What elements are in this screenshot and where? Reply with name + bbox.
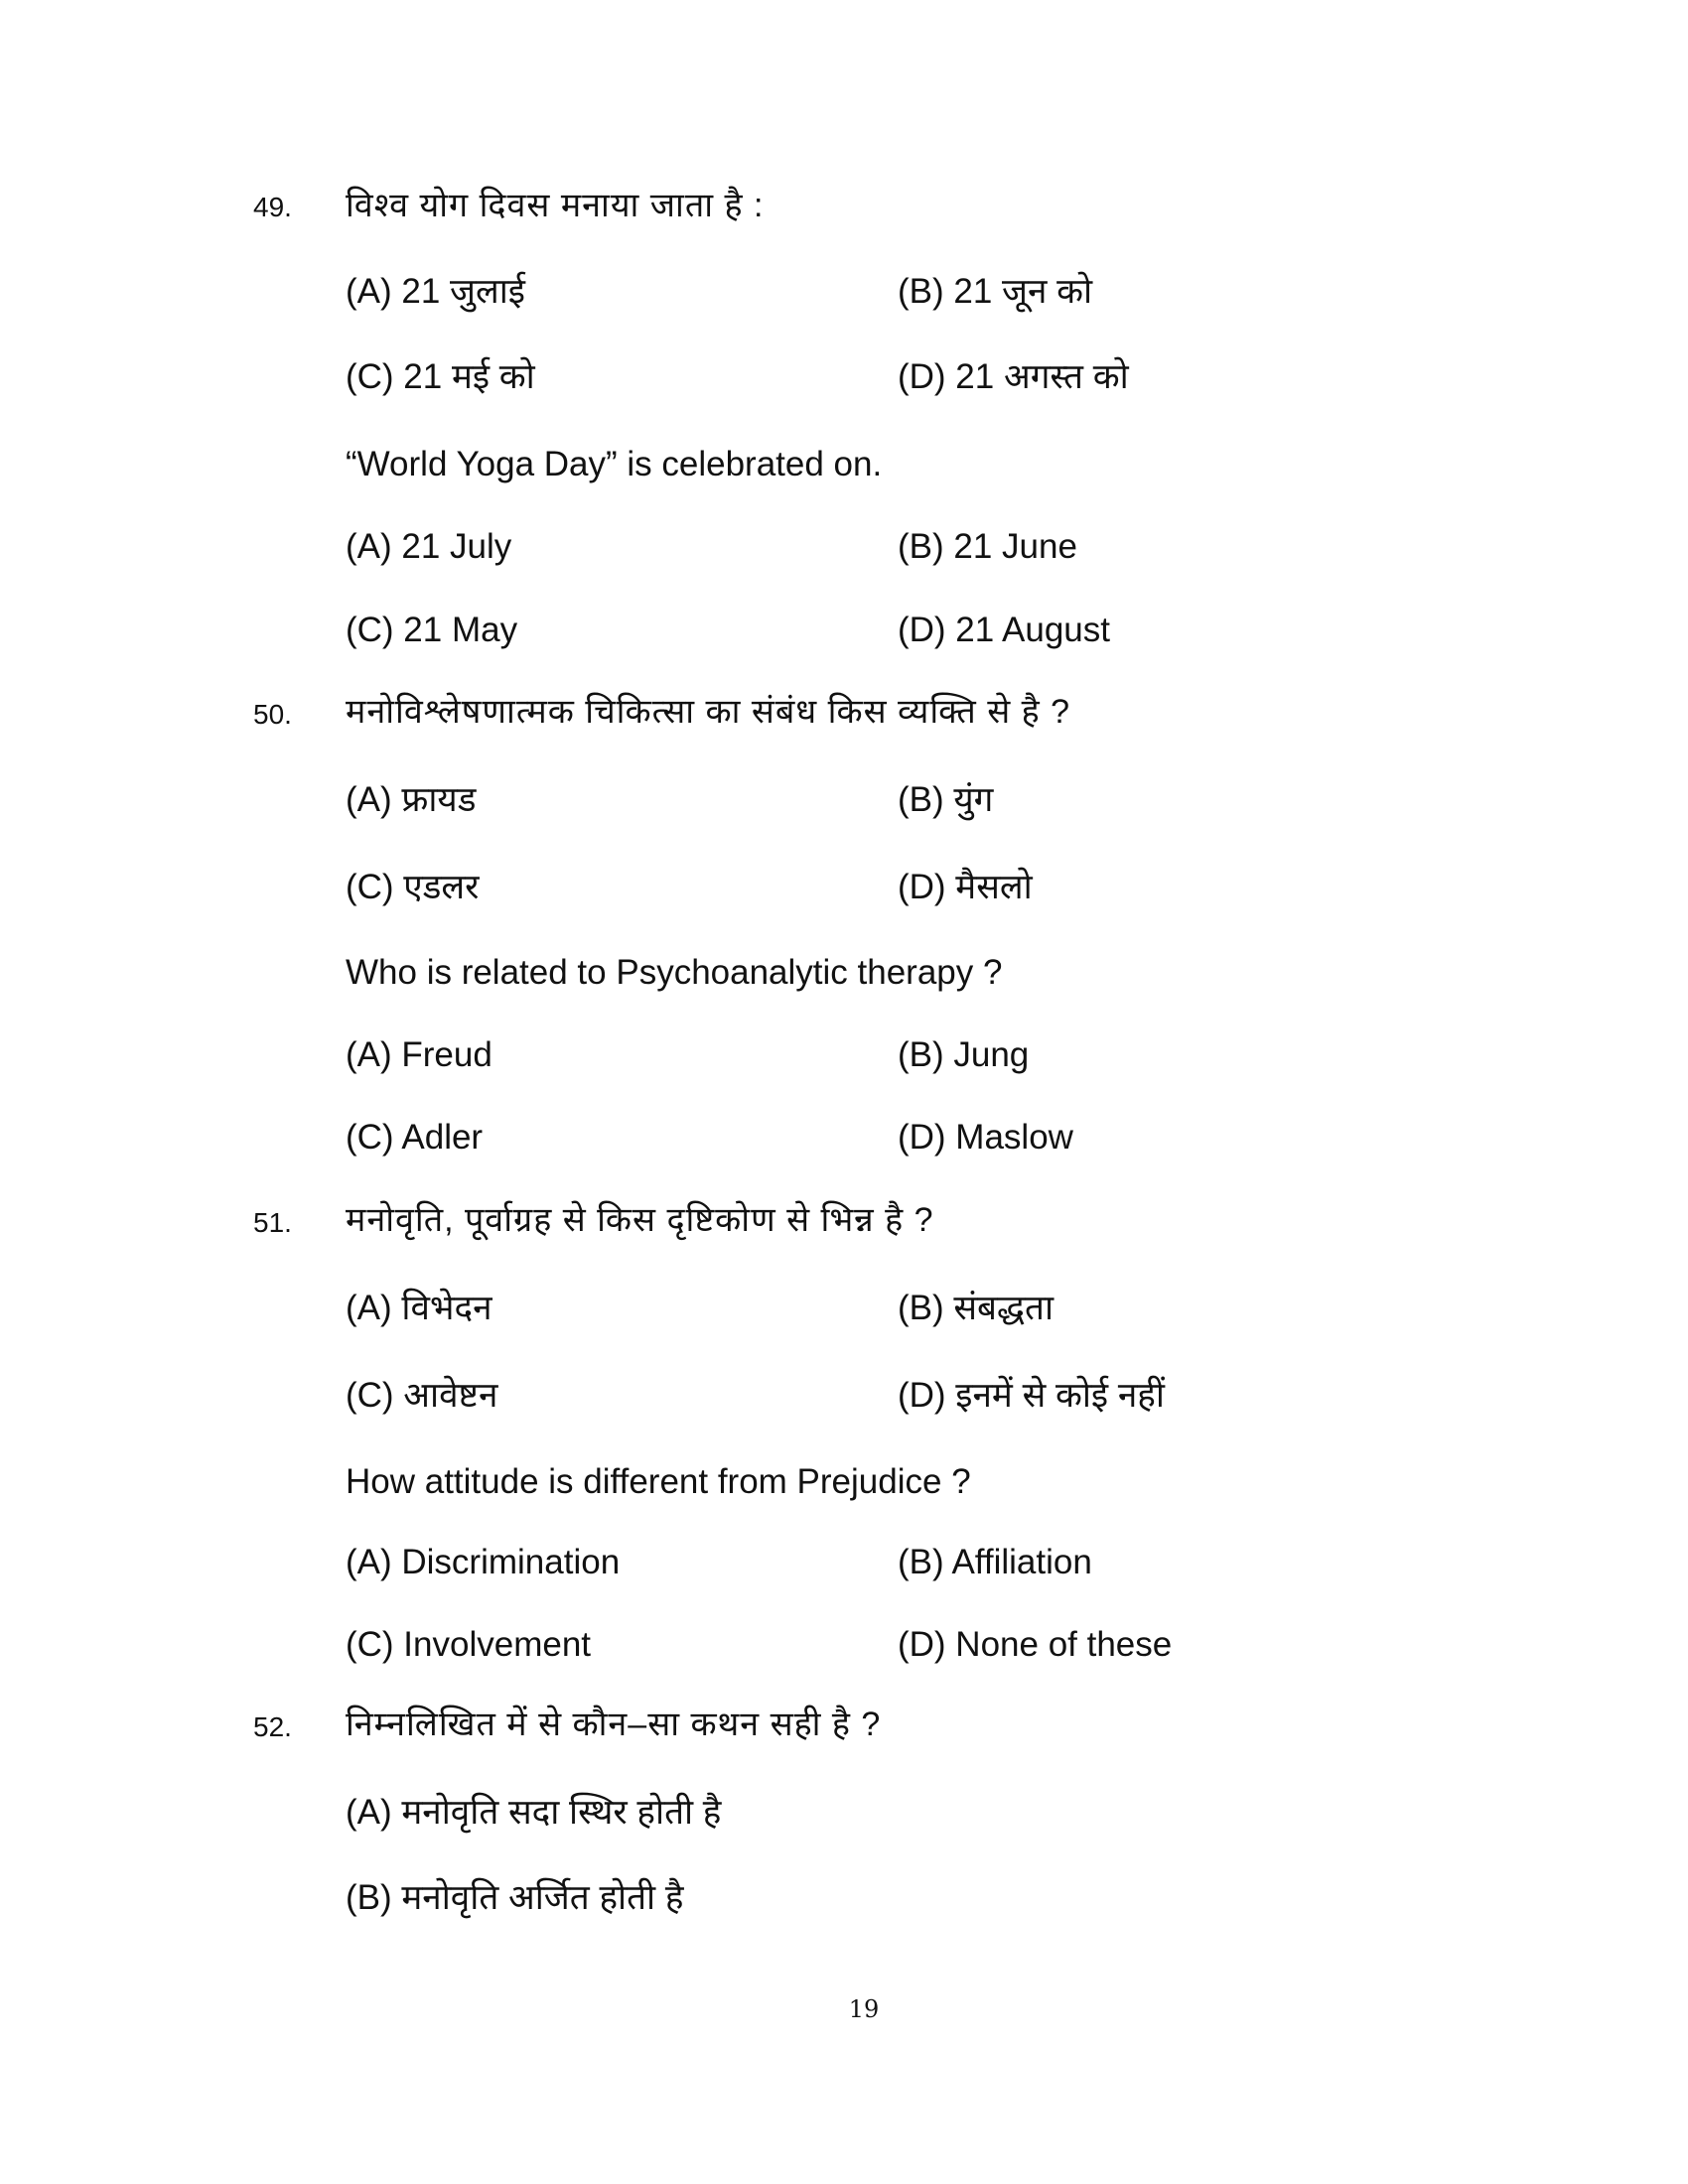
- option-c-english: (C) 21 May: [346, 611, 518, 649]
- option-a-english: (A) Discrimination: [346, 1543, 621, 1581]
- option-d-english: (D) 21 August: [898, 611, 1110, 649]
- option-b-hindi: (B) संबद्धता: [898, 1289, 1055, 1327]
- option-d-english: (D) Maslow: [898, 1118, 1073, 1157]
- question-text-hindi: मनोवृति, पूर्वाग्रह से किस दृष्टिकोण से भिन्न है ?: [346, 1201, 934, 1239]
- option-a-hindi: (A) 21 जुलाई: [346, 272, 525, 311]
- option-a-hindi: (A) विभेदन: [346, 1289, 492, 1327]
- question-number: 51.: [253, 1207, 292, 1238]
- option-a-english: (A) Freud: [346, 1035, 492, 1074]
- option-d-english: (D) None of these: [898, 1625, 1173, 1664]
- option-a-english: (A) 21 July: [346, 527, 512, 566]
- option-d-hindi: (D) 21 अगस्त को: [898, 357, 1129, 396]
- question-text-english: “World Yoga Day” is celebrated on.: [346, 445, 883, 483]
- option-b-english: (B) Jung: [898, 1035, 1030, 1074]
- option-b-hindi: (B) मनोवृति अर्जित होती है: [346, 1878, 684, 1917]
- option-d-hindi: (D) इनमें से कोई नहीं: [898, 1376, 1165, 1415]
- option-c-english: (C) Adler: [346, 1118, 484, 1157]
- option-b-english: (B) 21 June: [898, 527, 1077, 566]
- question-number: 50.: [253, 699, 292, 730]
- option-c-english: (C) Involvement: [346, 1625, 592, 1664]
- question-text-hindi: विश्व योग दिवस मनाया जाता है :: [346, 187, 765, 224]
- option-b-hindi: (B) 21 जून को: [898, 272, 1093, 311]
- question-text-hindi: निम्नलिखित में से कौन–सा कथन सही है ?: [346, 1706, 882, 1743]
- option-c-hindi: (C) 21 मई को: [346, 357, 535, 396]
- question-text-english: Who is related to Psychoanalytic therapy ?: [346, 953, 1003, 992]
- option-b-english: (B) Affiliation: [898, 1543, 1092, 1581]
- page-number: 19: [848, 1995, 880, 2023]
- question-text-hindi: मनोविश्लेषणात्मक चिकित्सा का संबंध किस व्यक्ति से है ?: [346, 693, 1071, 731]
- question-number: 49.: [253, 192, 292, 222]
- option-a-hindi: (A) फ्रायड: [346, 780, 477, 819]
- option-c-hindi: (C) आवेष्टन: [346, 1376, 498, 1415]
- option-c-hindi: (C) एडलर: [346, 868, 480, 906]
- option-b-hindi: (B) युंग: [898, 780, 994, 819]
- question-number: 52.: [253, 1711, 292, 1742]
- option-a-hindi: (A) मनोवृति सदा स्थिर होती है: [346, 1793, 722, 1832]
- option-d-hindi: (D) मैसलो: [898, 868, 1033, 906]
- question-text-english: How attitude is different from Prejudice ?: [346, 1462, 971, 1501]
